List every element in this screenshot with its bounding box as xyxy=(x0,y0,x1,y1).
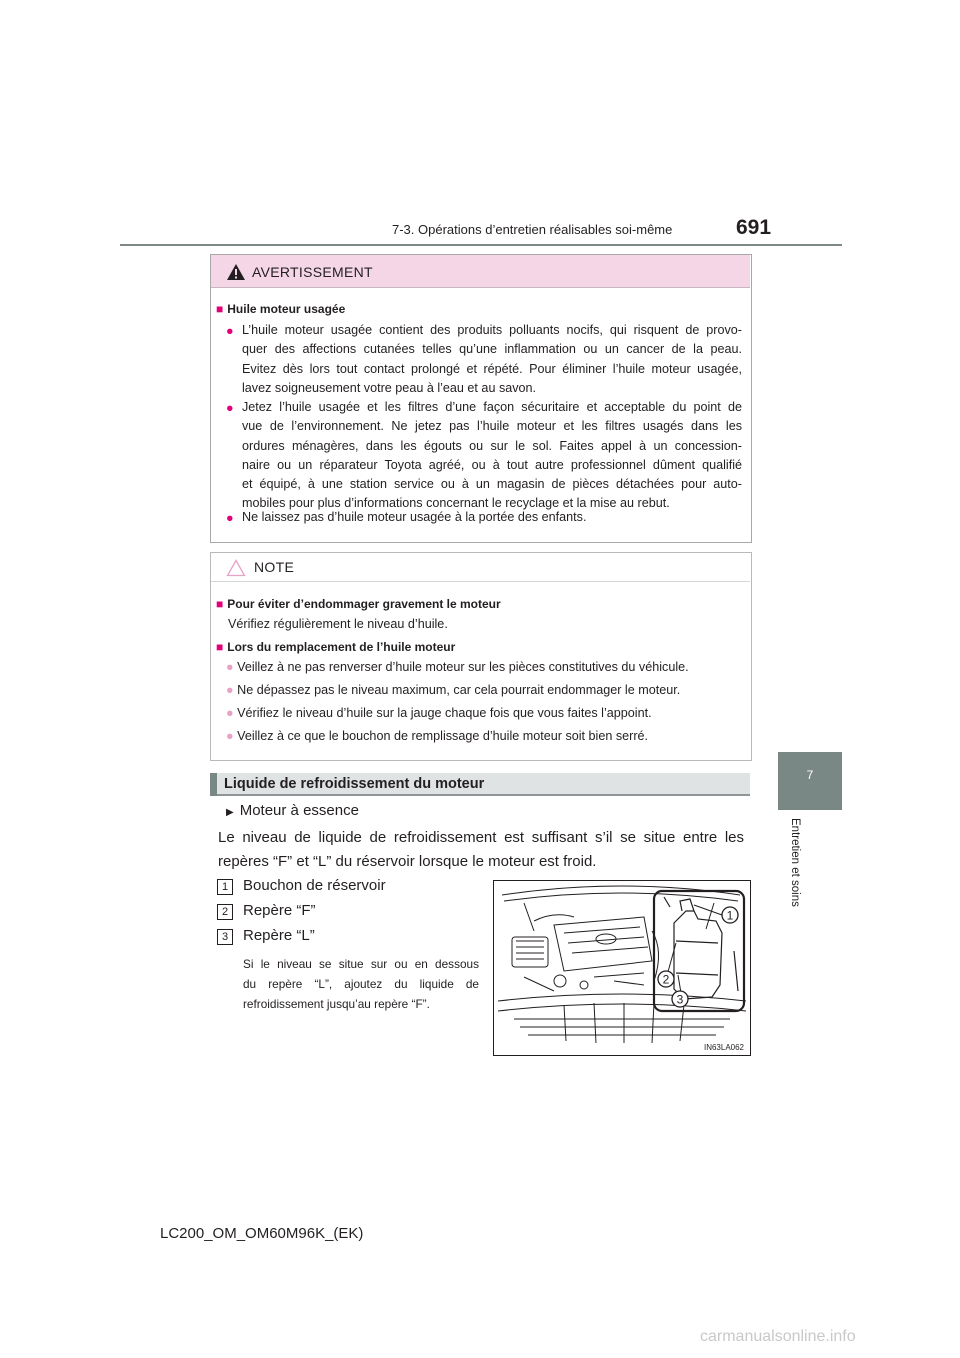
engine-bay-illustration xyxy=(494,881,750,1055)
callout-badge-3: 3 xyxy=(217,929,233,945)
engine-type: ▶ Moteur à essence xyxy=(226,802,359,819)
note-bullet-2: ● Ne dépassez pas le niveau maximum, car cela pourrait endommager le moteur. xyxy=(226,683,681,697)
item-label-1: Bouchon de réservoir xyxy=(243,877,386,894)
section-heading-accent xyxy=(210,773,217,796)
coolant-paragraph: Le niveau de liquide de refroidissement est suffisant s’il se situe entre les repères “F” et “L” du réservoir lorsque le moteur est froid. xyxy=(218,829,744,870)
warning-title: AVERTISSEMENT xyxy=(252,264,373,280)
header-rule xyxy=(120,244,842,246)
engine-bay-figure xyxy=(493,880,751,1056)
section-title: Liquide de refroidissement du moteur xyxy=(224,776,485,792)
warning-bullet-3-marker: ● xyxy=(226,511,234,525)
chapter-number: 7 xyxy=(806,768,814,782)
figure-callout-2: 2 xyxy=(662,972,670,987)
document-id: LC200_OM_OM60M96K_(EK) xyxy=(160,1225,364,1242)
figure-callout-1: 1 xyxy=(726,908,734,923)
chapter-title: Entretien et soins xyxy=(789,818,801,907)
warning-bullet-2-marker: ● xyxy=(226,401,234,415)
watermark: carmanualsonline.info xyxy=(700,1328,856,1345)
coolant-level-note: Si le niveau se situe sur ou en dessous du repère “L”, ajoutez du liquide de refroidissement jusqu’au repère “F”. xyxy=(243,957,479,1011)
section-header: 7-3. Opérations d’entretien réalisables soi-même xyxy=(392,222,673,237)
callout-badge-1: 1 xyxy=(217,879,233,895)
page-number: 691 xyxy=(736,216,772,239)
note-bullet-4: ● Veillez à ce que le bouchon de remplissage d’huile moteur soit bien serré. xyxy=(226,729,649,743)
note-text-1: Vérifiez régulièrement le niveau d’huile. xyxy=(228,617,448,631)
item-label-3: Repère “L” xyxy=(243,927,315,944)
note-title: NOTE xyxy=(254,559,295,575)
note-subheading-1: ■ Pour éviter d’endommager gravement le moteur xyxy=(216,597,501,611)
figure-code: IN63LA062 xyxy=(703,1043,744,1052)
note-bullet-1: ● Veillez à ne pas renverser d’huile moteur sur les pièces constitutives du véhicule. xyxy=(226,660,689,674)
warning-bullet-2: Jetez l’huile usagée et les filtres d’une façon sécuritaire et acceptable du point de vue de l’environnement. Ne jetez pas l’huile moteur et les filtres usagés dans les ordures ménagères, dans les égouts ou sur le sol. Faites appel à un concession- naire ou un réparateur Toyota agréé, ou à tout autre professionnel dûment qualifié et équipé, à une station service ou à un magasin de pièces détachées pour auto- mobiles pour plus d’informations concernant le recyclage et la mise au rebut. xyxy=(242,400,742,511)
warning-triangle-icon xyxy=(226,263,246,281)
item-label-2: Repère “F” xyxy=(243,902,316,919)
figure-callout-3: 3 xyxy=(676,992,684,1007)
callout-badge-2: 2 xyxy=(217,904,233,920)
caution-triangle-icon xyxy=(226,559,246,577)
warning-bullet-1-marker: ● xyxy=(226,324,234,338)
note-subheading-2: ■ Lors du remplacement de l’huile moteur xyxy=(216,640,456,654)
note-bullet-3: ● Vérifiez le niveau d’huile sur la jauge chaque fois que vous faites l’appoint. xyxy=(226,706,652,720)
warning-bullet-1: L’huile moteur usagée contient des produits polluants nocifs, qui risquent de provo- quer des affections cutanées telles qu’une inflammation ou un cancer de la peau. Evitez dès lors tout contact prolongé et répété. Pour éliminer l’huile moteur usagée, lavez soigneusement votre peau à l’eau et au savon. xyxy=(242,323,742,395)
warning-subheading: ■ Huile moteur usagée xyxy=(216,302,346,316)
warning-bullet-3: Ne laissez pas d’huile moteur usagée à la portée des enfants. xyxy=(242,510,587,524)
